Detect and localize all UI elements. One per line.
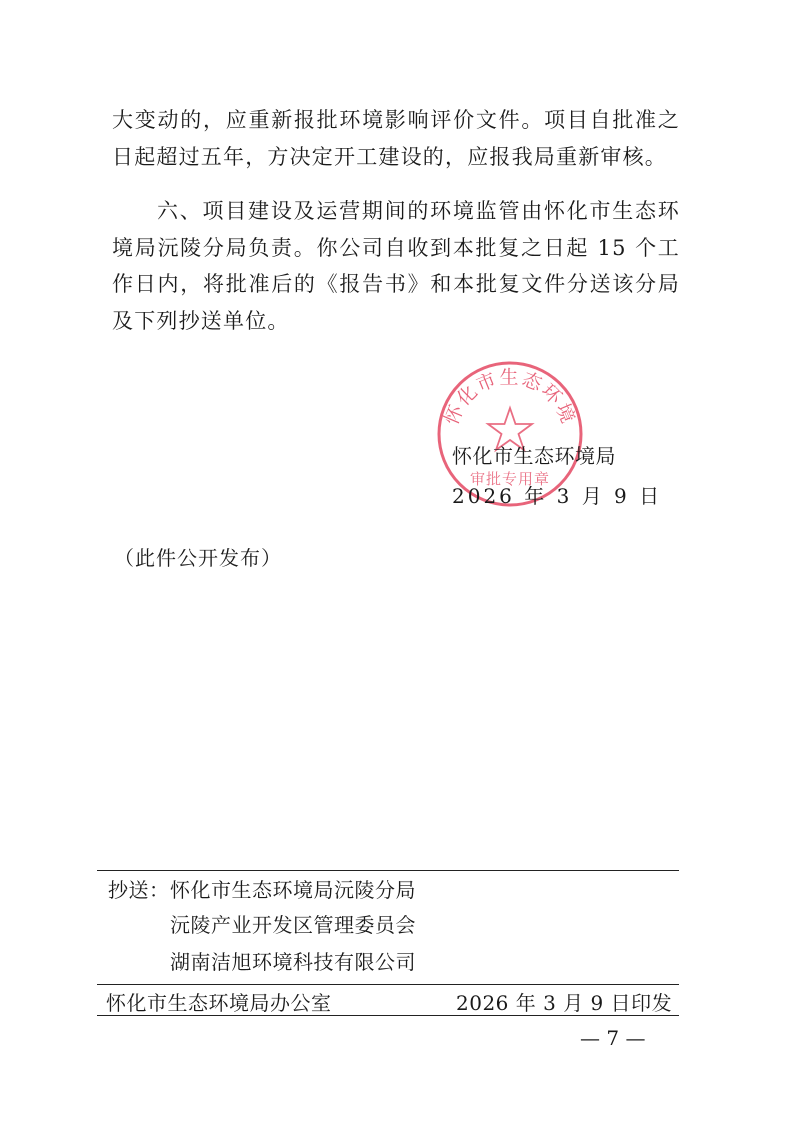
issuing-office: 怀化市生态环境局办公室: [106, 991, 332, 1015]
seal-lower-text: 审批专用章: [469, 470, 551, 488]
signature-organization: 怀化市生态环境局: [452, 444, 616, 468]
cc-recipient: 怀化市生态环境局沅陵分局: [170, 878, 416, 902]
issue-date: 2026 年 3 月 9 日印发: [456, 991, 673, 1015]
cc-label: 抄送：: [108, 878, 170, 902]
body-paragraph-1: 大变动的，应重新报批环境影响评价文件。项目自批准之日起超过五年，方决定开工建设的，应报我局重新审核。: [112, 108, 680, 169]
footer-bottom-rule: [97, 1015, 679, 1016]
footer-top-rule: [97, 870, 679, 871]
signature-date: 2026 年 3 月 9 日: [452, 484, 663, 508]
footer-middle-rule: [97, 984, 679, 985]
public-release-note: （此件公开发布）: [114, 546, 282, 570]
seal-arc-text: 怀化市生态环境: [440, 366, 580, 429]
page-number: — 7 —: [580, 1026, 646, 1050]
cc-recipient: 湖南洁旭环境科技有限公司: [170, 950, 416, 974]
svg-text:怀化市生态环境: [441, 367, 580, 428]
cc-recipient: 沅陵产业开发区管理委员会: [170, 913, 416, 937]
body-paragraph-2: 六、项目建设及运营期间的环境监管由怀化市生态环境局沅陵分局负责。你公司自收到本批复之日起 15 个工作日内，将批准后的《报告书》和本批复文件分送该分局及下列抄送单位。: [112, 199, 680, 333]
